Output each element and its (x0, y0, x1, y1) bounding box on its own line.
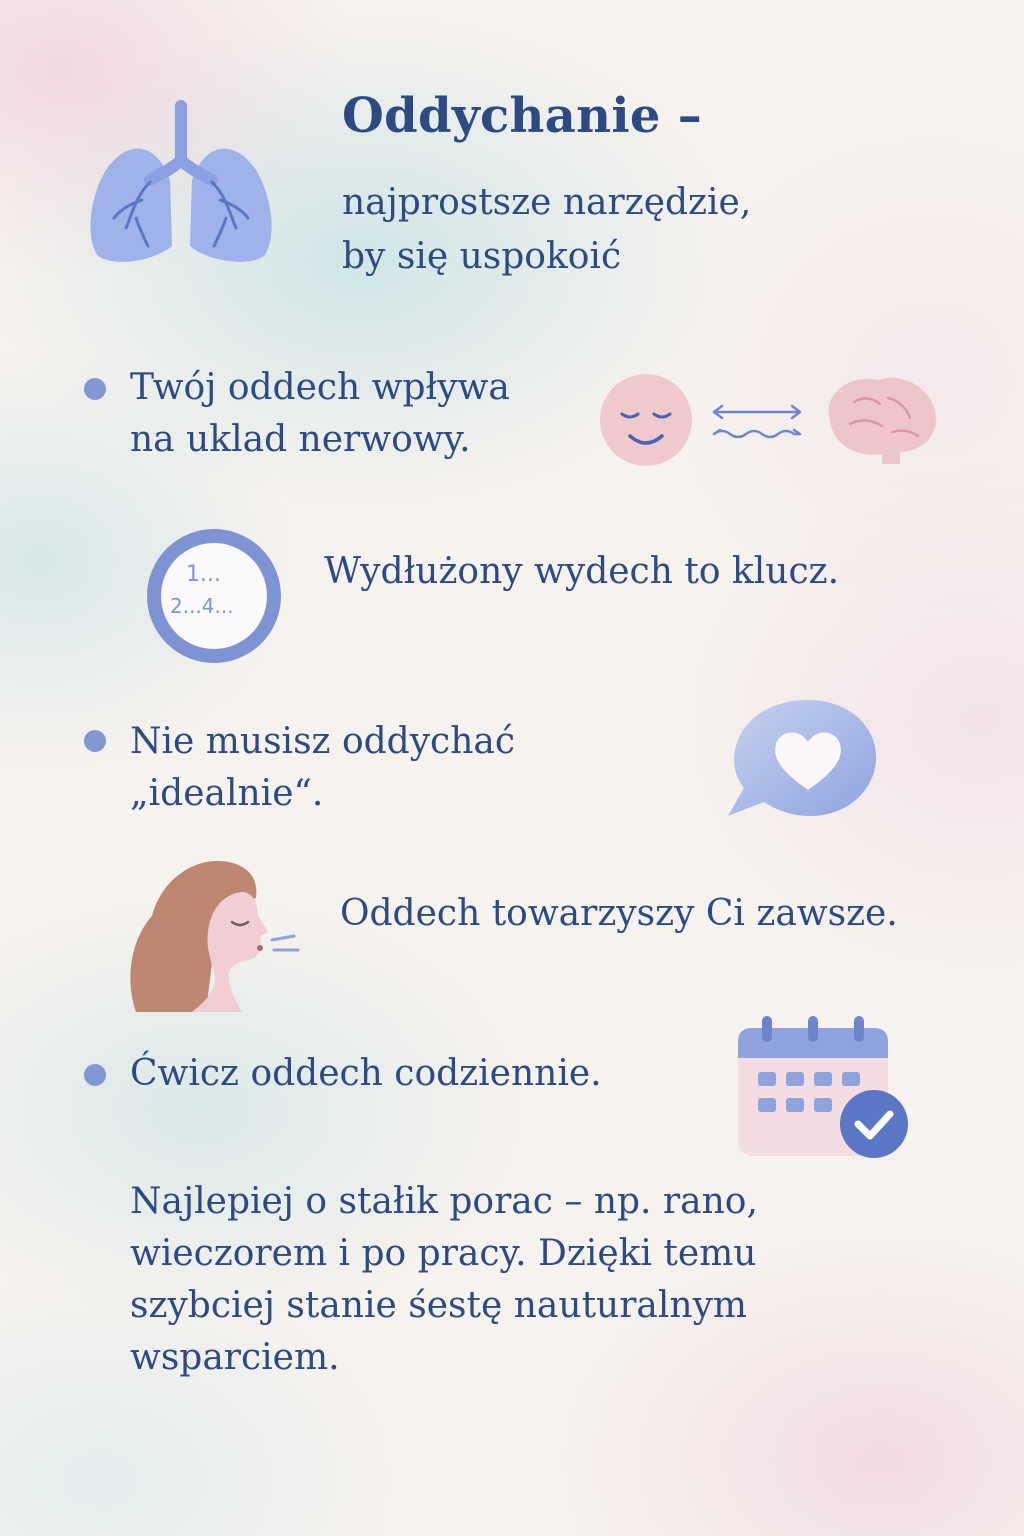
lungs-icon (86, 100, 276, 262)
point-line: „idealnie“. (130, 773, 324, 814)
exhaling-person-icon (122, 854, 302, 1014)
point-long-exhale (324, 546, 839, 598)
face-brain-icon (600, 372, 940, 468)
count-line-2: 2...4... (170, 594, 234, 618)
counting-circle-icon (146, 528, 282, 664)
paragraph-line: wsparciem. (130, 1337, 340, 1378)
subtitle-line: by się uspokoić (342, 236, 622, 277)
point-practice-daily (130, 1048, 602, 1100)
count-line-1: 1... (186, 562, 221, 587)
bullet-dot (84, 1064, 106, 1086)
point-line: Wydłużony wydech to klucz. (324, 551, 840, 592)
paragraph-line: wieczorem i po pracy. Dzięki temu (130, 1233, 757, 1274)
page-subtitle (342, 176, 751, 284)
closing-paragraph (130, 1176, 890, 1384)
bullet-dot (84, 378, 106, 400)
bullet-dot (84, 730, 106, 752)
point-line: Nie musisz oddychać (130, 721, 516, 762)
point-not-perfect (130, 716, 515, 820)
point-line: Ćwicz oddech codziennie. (130, 1053, 602, 1094)
point-line: Oddech towarzyszy Ci zawsze. (340, 893, 898, 934)
heart-speech-bubble-icon (720, 694, 880, 824)
point-line: na uklad nerwowy. (130, 419, 471, 460)
point-always-with-you (340, 888, 898, 940)
point-breath-nervous-system (130, 362, 510, 466)
paragraph-line: Najlepiej o stałik porac – np. rano, (130, 1181, 758, 1222)
calendar-check-icon (736, 1014, 916, 1160)
paragraph-line: szybciej stanie śestę nauturalnym (130, 1285, 748, 1326)
point-line: Twój oddech wpływa (130, 367, 510, 408)
page-title: Oddychanie – (342, 88, 703, 144)
subtitle-line: najprostsze narzędzie, (342, 182, 752, 223)
